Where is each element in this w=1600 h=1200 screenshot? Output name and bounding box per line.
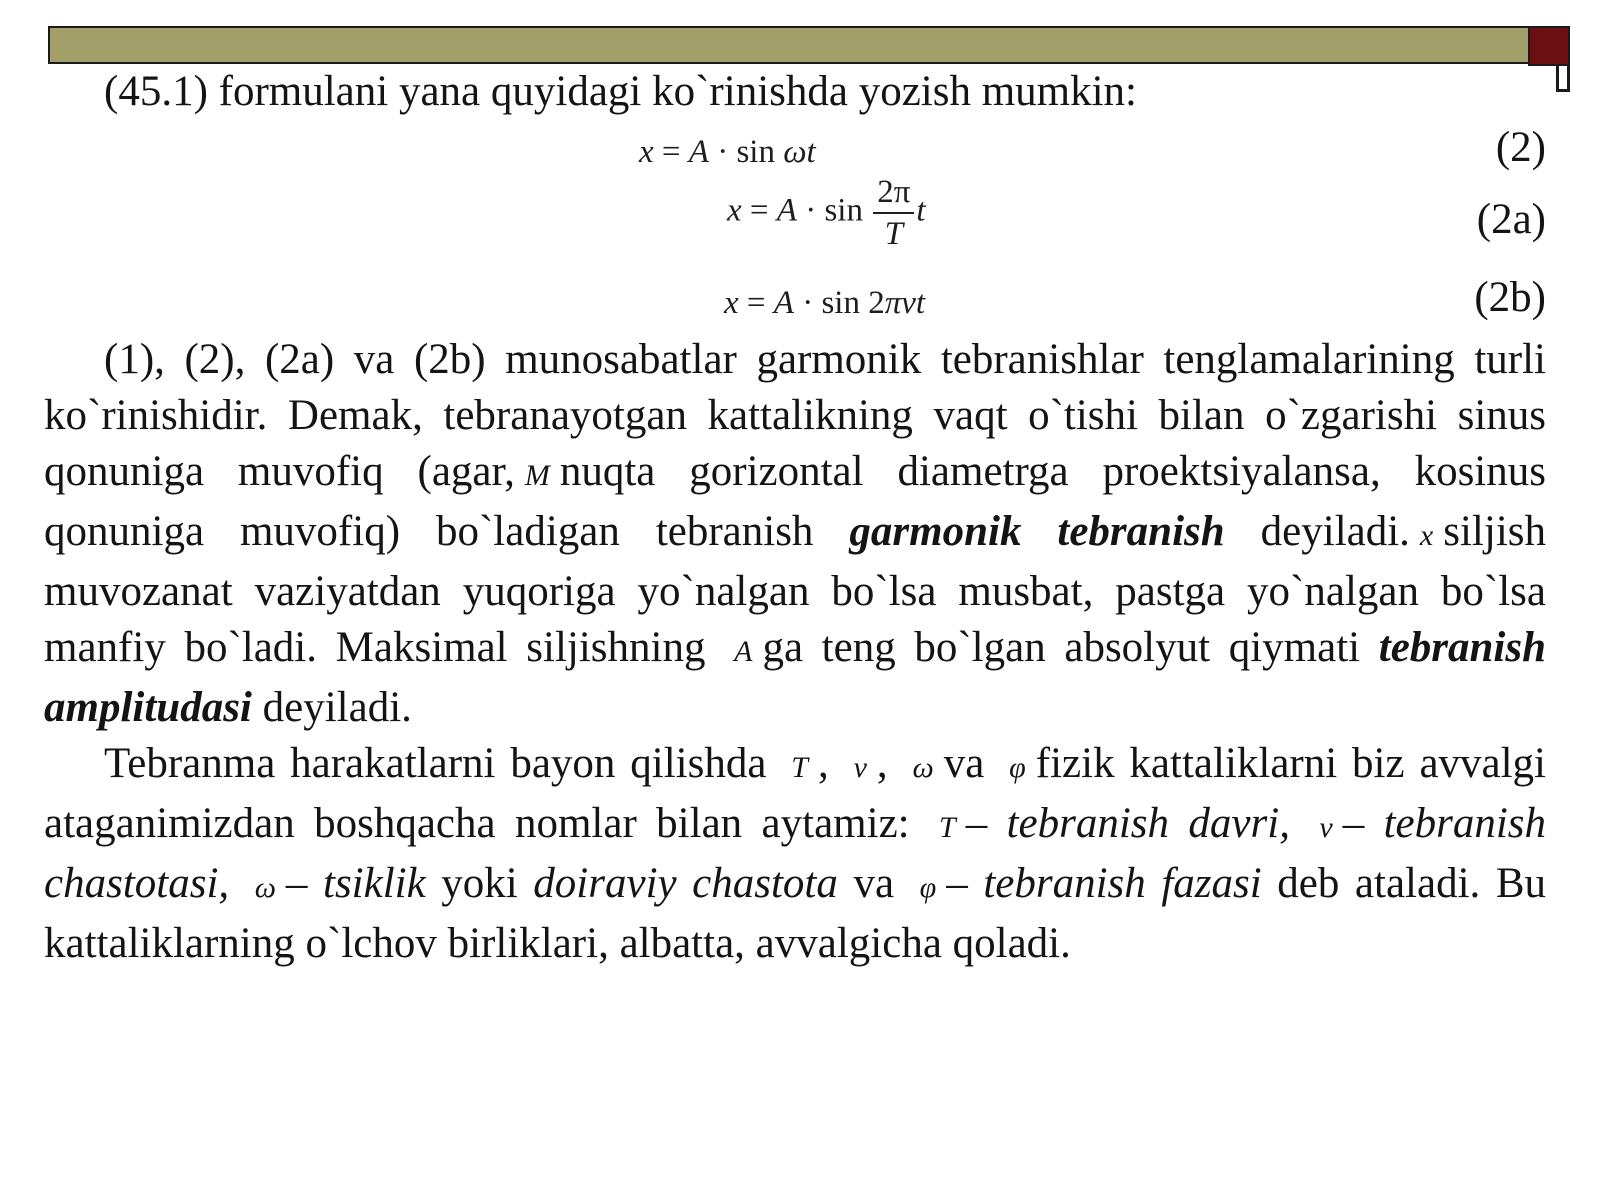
equation-2b (724, 275, 925, 331)
term-garmonik-tebranish: garmonik tebranish (849, 508, 1225, 555)
eq2-denominator: T (884, 216, 903, 252)
symbol-omega-2: ω (254, 871, 276, 904)
eq2-numerator: 2π (873, 172, 914, 214)
p1-text-3: deyiladi. (1260, 508, 1410, 555)
equation-2b-number: (2b) (1474, 274, 1546, 321)
p2-comma-2: , (876, 740, 888, 787)
term-tsiklik: – tsiklik (285, 860, 426, 907)
equation-2a (727, 172, 926, 254)
p1-text-6: deyiladi. (262, 684, 412, 731)
symbol-x: x (1419, 519, 1434, 552)
symbol-nu: ν (853, 751, 867, 784)
term-tebranish-amplitudasi: tebranish amplitudasi (44, 624, 1547, 731)
p2-text-5: deb ataladi. Bu kattaliklarning o`lchov birliklari, albatta, avvalgicha qoladi. (44, 860, 1547, 967)
eq1-lhs: x (639, 134, 654, 170)
eq2-amplitude: A (776, 192, 797, 229)
symbol-phi-2: φ (919, 871, 937, 904)
eq1-argument: ωt (783, 134, 816, 170)
p1-text-2: nuqta gorizontal diametrga proektsiyalansa, kosinus qonuniga muvofiq) bo`ladigan tebranish (44, 448, 1546, 555)
eq3-lhs: x (724, 285, 739, 321)
eq2-lhs: x (727, 192, 742, 229)
p2-text-4: va (853, 860, 895, 907)
p2-va-1: va (943, 740, 985, 787)
p2-text-3: yoki (441, 860, 518, 907)
symbol-m: M (524, 459, 550, 492)
p1-text-4: siljish muvozanat vaziyatdan yuqoriga yo`nalgan bo`lsa musbat, pastga yo`nalgan bo`lsa manfiy bo`ladi. Maksimal siljishning (44, 508, 1547, 671)
p1-text-5: ga teng bo`lgan absolyut qiymati (762, 624, 1361, 671)
symbol-t: T (791, 751, 808, 784)
document-body (44, 64, 1546, 972)
header-accent-notch (1556, 66, 1570, 92)
term-tebranish-chastotasi: – tebranish chastotasi, (44, 800, 1547, 907)
eq2-equals: = (741, 192, 777, 229)
eq3-argument: πνt (884, 285, 926, 321)
symbol-t-2: T (939, 811, 956, 844)
paragraph-quantities (44, 736, 1546, 972)
intro-line: (45.1) formulani yana quyidagi ko`rinishda yozish mumkin: (104, 68, 1138, 115)
header-accent-square (1528, 26, 1570, 66)
symbol-phi: φ (1009, 751, 1026, 784)
eq2-sin: · sin (796, 192, 872, 229)
eq3-sin: · sin 2 (793, 285, 885, 321)
term-doiraviy-chastota: doiraviy chastota (533, 860, 838, 907)
p1-text-1: (1), (2), (2a) va (2b) munosabatlar garmonik tebranishlar tenglamalarining turli ko`rinishidir. Demak, tebranayotgan kattalikning vaqt o`tishi bilan o`zgarishi sinus qonuniga muvofiq (agar, (44, 336, 1546, 495)
symbol-a: A (734, 635, 753, 668)
symbol-nu-2: ν (1319, 811, 1333, 844)
eq1-sin: · sin (708, 134, 784, 170)
eq1-equals: = (653, 134, 689, 170)
eq3-amplitude: A (773, 285, 794, 321)
term-tebranish-fazasi: – tebranish fazasi (946, 860, 1262, 907)
eq3-equals: = (738, 285, 774, 321)
term-tebranish-davri: – tebranish davri, (965, 800, 1290, 847)
symbol-omega: ω (912, 751, 934, 784)
equation-block (44, 120, 1546, 332)
paragraph-harmonic (44, 332, 1546, 736)
p2-text-1: Tebranma harakatlarni bayon qilishda (104, 740, 767, 787)
header-bar (48, 26, 1530, 64)
equation-2a-number: (2a) (1476, 196, 1546, 243)
eq2-fraction (873, 172, 914, 254)
equation-2-number: (2) (1495, 124, 1546, 171)
p2-comma-1: , (817, 740, 829, 787)
p2-text-2: fizik kattaliklarni biz avvalgi ataganimizdan boshqacha nomlar bilan aytamiz: (44, 740, 1547, 847)
eq1-amplitude: A (688, 134, 709, 170)
eq2-time: t (916, 192, 926, 229)
